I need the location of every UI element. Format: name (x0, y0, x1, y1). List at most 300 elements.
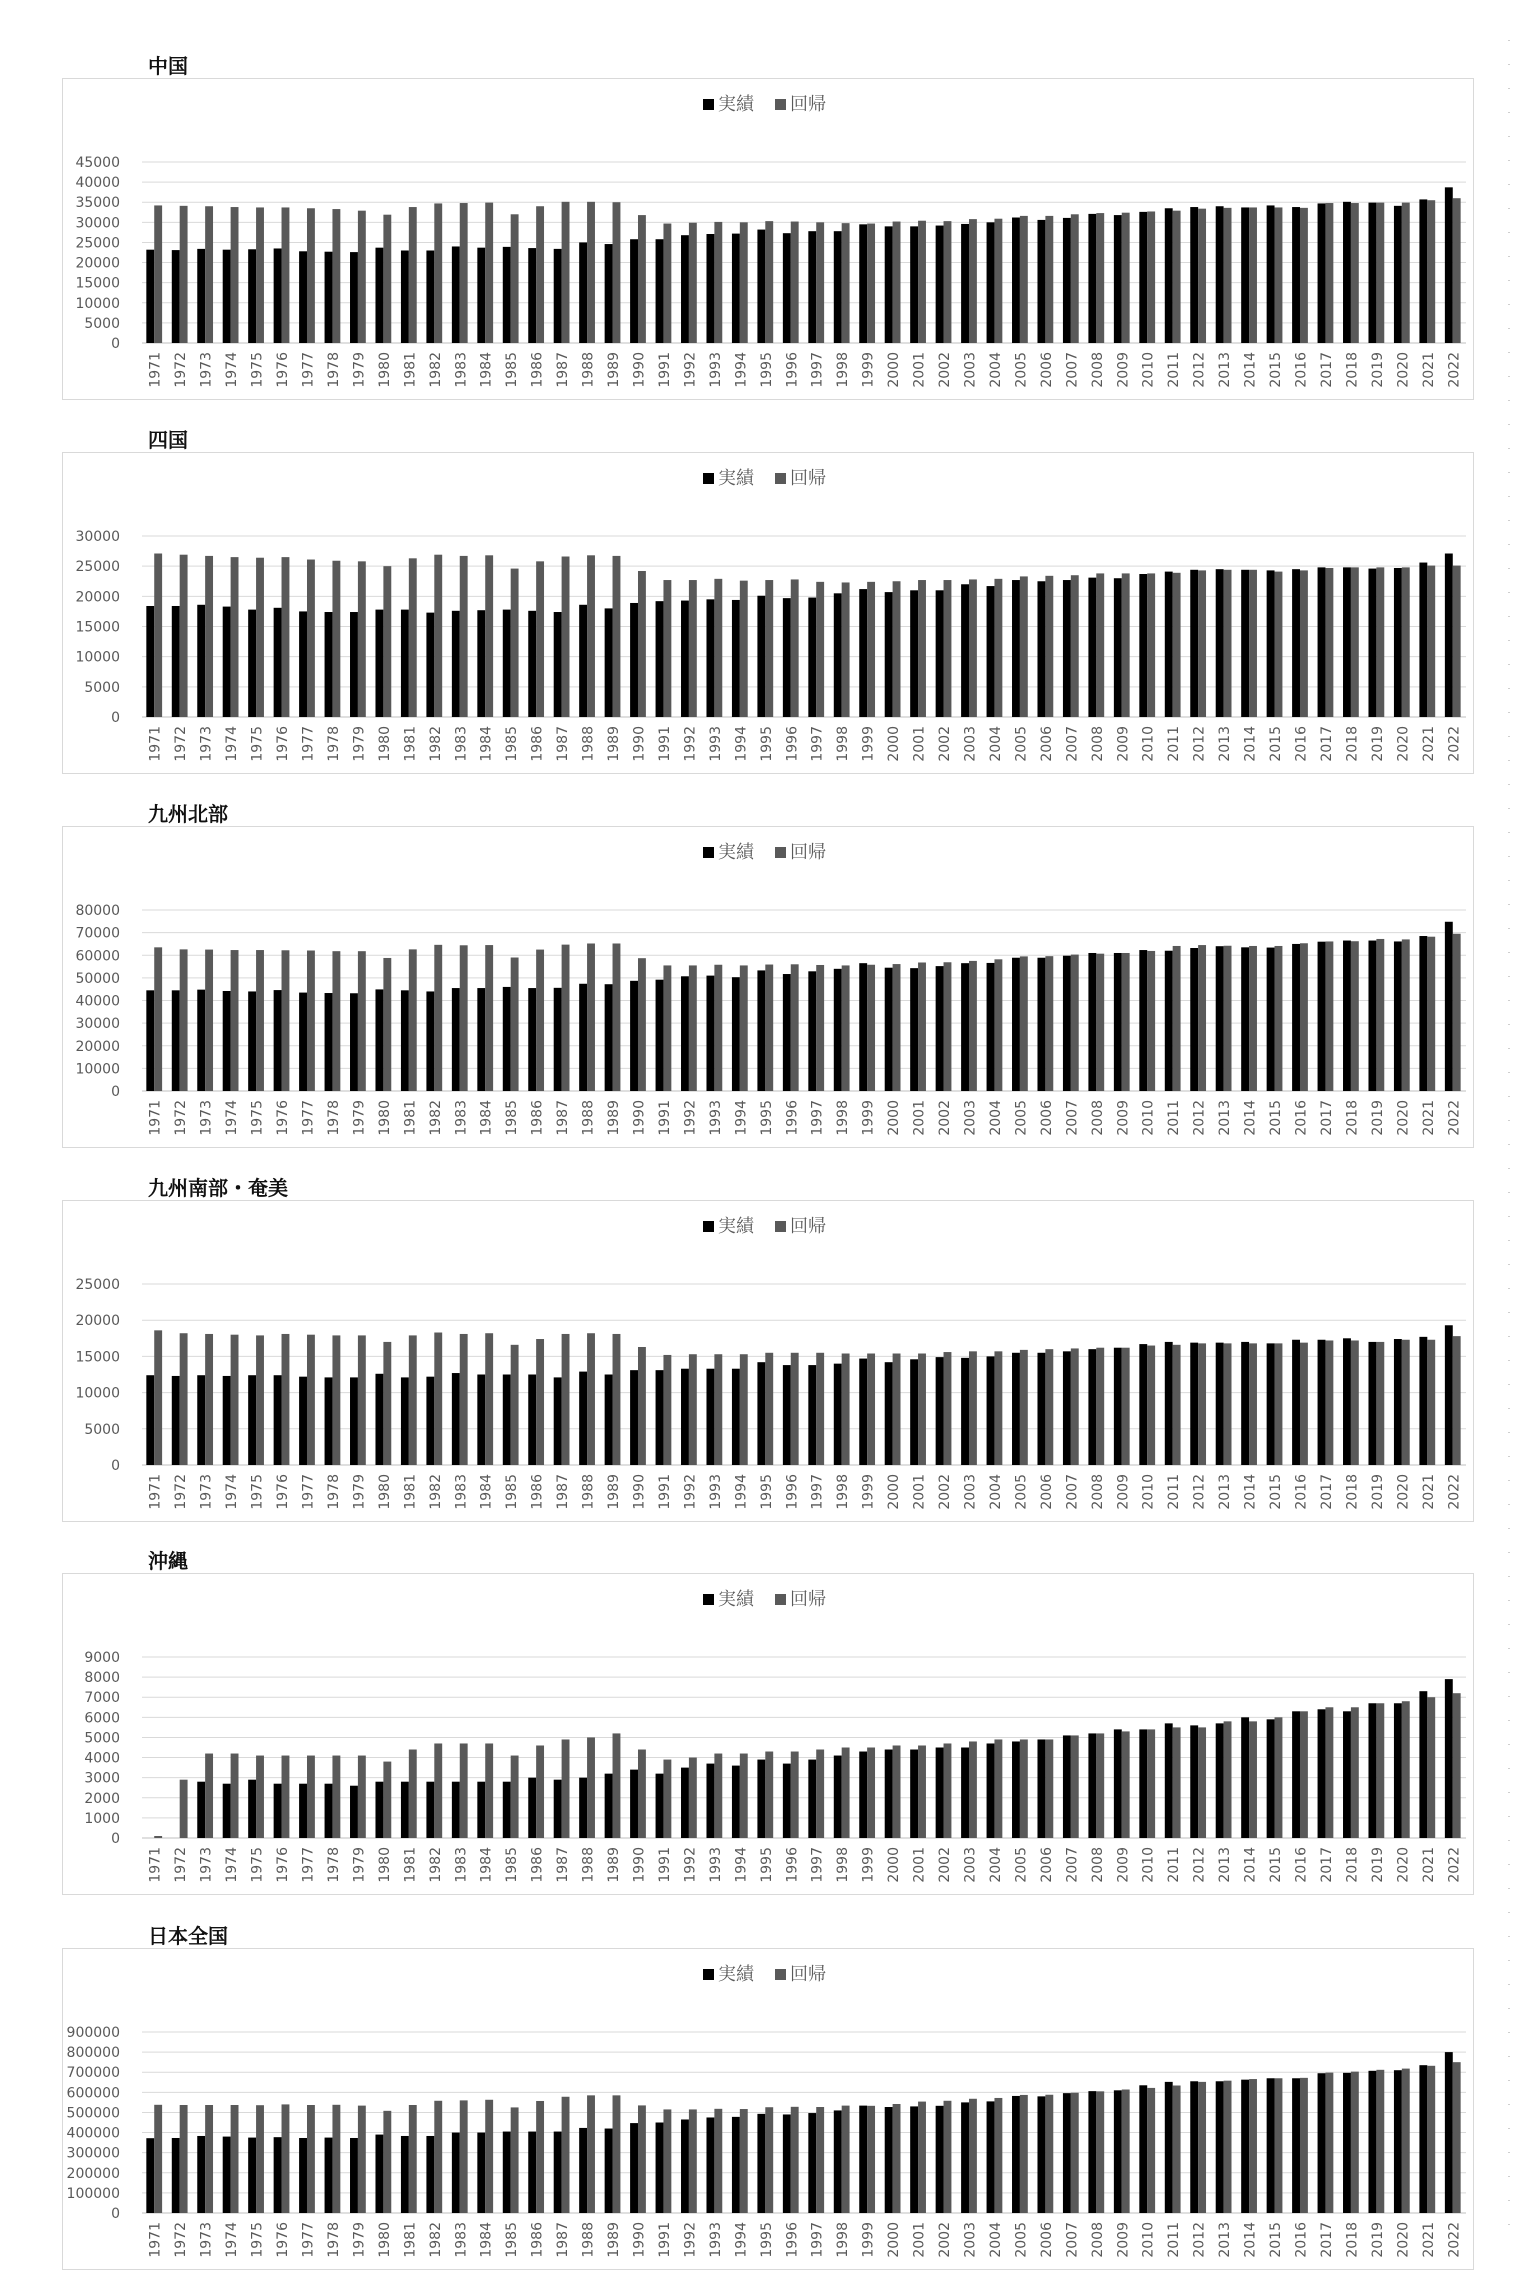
x-tick-label: 1981 (402, 1847, 419, 1883)
bar-regression (1198, 209, 1206, 343)
bar-regression (587, 943, 595, 1091)
x-tick-label: 2002 (937, 1100, 954, 1136)
bar-regression (1376, 1703, 1384, 1838)
x-tick-label: 1971 (147, 1847, 164, 1883)
x-tick-label: 2008 (1089, 1847, 1106, 1883)
bar-regression (307, 1335, 315, 1465)
bar-regression (969, 1741, 977, 1838)
x-tick-label: 1979 (351, 1847, 368, 1883)
bar-regression (536, 2101, 544, 2213)
bar-actual (1292, 207, 1300, 343)
bar-actual (1114, 953, 1122, 1091)
x-tick-label: 2022 (1446, 726, 1463, 762)
bar-actual (808, 1365, 816, 1465)
bar-actual (885, 1750, 893, 1838)
bar-regression (562, 1739, 570, 1838)
bar-actual (859, 589, 867, 717)
bar-regression (1376, 203, 1384, 343)
bar-regression (867, 965, 875, 1091)
bar-actual (146, 990, 154, 1091)
bar-regression (358, 2106, 366, 2213)
bar-actual (350, 612, 358, 717)
bar-actual (223, 991, 231, 1091)
x-tick-label: 2017 (1318, 726, 1335, 762)
bar-regression (409, 2105, 417, 2213)
x-tick-label: 1977 (300, 1474, 317, 1510)
x-tick-label: 1985 (504, 2222, 521, 2258)
bar-regression (1173, 1727, 1181, 1838)
x-tick-label: 1973 (198, 1474, 215, 1510)
bar-regression (180, 1333, 188, 1465)
x-tick-label: 1993 (707, 726, 724, 762)
x-tick-label: 2013 (1217, 726, 1234, 762)
bar-actual (656, 1774, 664, 1838)
y-tick-label: 50000 (75, 970, 120, 987)
bar-actual (579, 984, 587, 1091)
bar-actual (757, 1760, 765, 1838)
bar-regression (1147, 1729, 1155, 1838)
x-tick-label: 1972 (173, 1474, 190, 1510)
x-tick-label: 1991 (656, 1847, 673, 1883)
bar-actual (579, 605, 587, 717)
x-tick-label: 2006 (1038, 1847, 1055, 1883)
x-tick-label: 1984 (478, 1100, 495, 1136)
bar-regression (536, 561, 544, 717)
bar-actual (223, 250, 231, 343)
x-tick-label: 1993 (707, 1847, 724, 1883)
bar-actual (1445, 554, 1453, 718)
x-tick-label: 2011 (1166, 2222, 1183, 2258)
bar-regression (613, 556, 621, 717)
bar-actual (401, 1782, 409, 1838)
bar-regression (994, 2098, 1002, 2213)
x-tick-label: 1981 (402, 726, 419, 762)
bar-regression (256, 950, 264, 1091)
bar-regression (536, 206, 544, 343)
legend-swatch-regression (775, 1221, 786, 1232)
bar-regression (663, 2109, 671, 2213)
bar-actual (987, 222, 995, 343)
bar-actual (605, 608, 613, 717)
bar-actual (1368, 1342, 1376, 1465)
bar-actual (936, 226, 944, 343)
bar-actual (554, 2132, 562, 2213)
bar-actual (961, 584, 969, 717)
bar-actual (1445, 1679, 1453, 1838)
x-tick-label: 1978 (325, 2222, 342, 2258)
bar-actual (146, 2138, 154, 2213)
bar-regression (1402, 2069, 1410, 2213)
bar-regression (1376, 939, 1384, 1091)
bar-actual (477, 988, 485, 1091)
bar-actual (1318, 203, 1326, 343)
y-tick-label: 20000 (75, 255, 120, 272)
bar-actual (350, 1786, 358, 1838)
bar-actual (1216, 946, 1224, 1091)
bar-actual (1241, 1717, 1249, 1838)
x-tick-label: 2016 (1293, 1100, 1310, 1136)
bar-actual (1419, 936, 1427, 1091)
y-tick-label: 7000 (84, 1690, 120, 1707)
bar-regression (1453, 566, 1461, 717)
bar-actual (503, 2132, 511, 2213)
x-tick-label: 2009 (1115, 352, 1132, 388)
x-tick-label: 2018 (1344, 1100, 1361, 1136)
bar-regression (816, 222, 824, 343)
bar-actual (375, 989, 383, 1091)
bar-actual (146, 250, 154, 343)
x-tick-label: 2011 (1166, 352, 1183, 388)
bar-actual (1063, 1351, 1071, 1465)
bar-actual (1190, 1725, 1198, 1838)
bar-actual (1343, 2073, 1351, 2213)
bar-actual (834, 1364, 842, 1465)
x-tick-label: 1983 (453, 726, 470, 762)
bar-regression (1275, 1343, 1283, 1465)
x-tick-label: 1975 (249, 352, 266, 388)
bar-regression (714, 579, 722, 717)
bar-actual (1012, 218, 1020, 343)
x-tick-label: 2004 (987, 726, 1004, 762)
x-tick-label: 2014 (1242, 1847, 1259, 1883)
bar-regression (154, 554, 162, 718)
bar-actual (554, 988, 562, 1091)
bar-actual (783, 598, 791, 717)
y-tick-label: 100000 (66, 2185, 120, 2202)
bar-regression (1325, 203, 1333, 343)
legend-label-regression: 回帰 (790, 1589, 826, 1610)
bar-actual (1445, 187, 1453, 343)
chart-svg (63, 827, 1475, 1149)
bar-actual (554, 1377, 562, 1465)
bar-regression (1300, 2078, 1308, 2213)
x-tick-label: 1989 (606, 2222, 623, 2258)
y-tick-label: 600000 (66, 2085, 120, 2102)
bar-actual (1394, 206, 1402, 343)
x-tick-label: 1993 (707, 2222, 724, 2258)
x-tick-label: 2002 (937, 2222, 954, 2258)
bar-regression (1224, 208, 1232, 343)
x-tick-label: 2022 (1446, 352, 1463, 388)
bar-actual (1343, 941, 1351, 1091)
x-tick-label: 1973 (198, 726, 215, 762)
bar-actual (732, 2117, 740, 2213)
bar-actual (630, 2123, 638, 2213)
bar-regression (1020, 216, 1028, 343)
y-tick-label: 25000 (75, 235, 120, 252)
y-tick-label: 500000 (66, 2105, 120, 2122)
bar-regression (485, 945, 493, 1091)
x-tick-label: 2018 (1344, 352, 1361, 388)
x-tick-label: 2021 (1420, 2222, 1437, 2258)
x-tick-label: 1982 (427, 2222, 444, 2258)
x-tick-label: 1994 (733, 2222, 750, 2258)
x-tick-label: 2005 (1013, 726, 1030, 762)
bar-regression (256, 2105, 264, 2213)
bar-actual (1419, 563, 1427, 717)
bar-actual (1267, 1719, 1275, 1838)
bar-actual (528, 1375, 536, 1466)
bar-actual (452, 1373, 460, 1465)
x-tick-label: 1971 (147, 1474, 164, 1510)
bar-regression (1402, 1701, 1410, 1838)
bar-regression (1275, 946, 1283, 1091)
bar-regression (613, 2095, 621, 2213)
y-tick-label: 0 (111, 2206, 120, 2222)
x-tick-label: 1986 (529, 351, 546, 388)
x-tick-label: 2003 (962, 726, 979, 762)
bar-regression (256, 1335, 264, 1465)
x-tick-label: 1998 (835, 1474, 852, 1510)
legend-label-regression: 回帰 (790, 94, 826, 115)
x-tick-label: 2020 (1395, 352, 1412, 388)
y-tick-label: 900000 (66, 2025, 120, 2041)
bar-actual (477, 1375, 485, 1466)
bar-actual (452, 2133, 460, 2213)
x-tick-label: 1971 (147, 1100, 164, 1136)
bar-regression (714, 2109, 722, 2213)
bar-actual (910, 1750, 918, 1838)
bar-actual (375, 1374, 383, 1465)
x-tick-label: 1989 (606, 726, 623, 762)
x-tick-label: 2013 (1217, 1100, 1234, 1136)
x-tick-label: 2002 (937, 1847, 954, 1883)
bar-actual (325, 612, 333, 717)
bar-regression (205, 556, 213, 717)
bar-regression (1351, 941, 1359, 1091)
bar-actual (1343, 567, 1351, 717)
x-tick-label: 1974 (224, 2222, 241, 2258)
bar-actual (274, 2137, 282, 2213)
y-tick-label: 60000 (75, 948, 120, 965)
bar-regression (893, 1745, 901, 1838)
bar-actual (1012, 580, 1020, 717)
bar-regression (205, 1334, 213, 1465)
x-tick-label: 2012 (1191, 726, 1208, 762)
bar-regression (154, 947, 162, 1091)
bar-regression (460, 1334, 468, 1465)
x-tick-label: 2019 (1369, 2222, 1386, 2258)
x-tick-label: 1978 (325, 352, 342, 388)
bar-regression (765, 1752, 773, 1838)
bar-actual (1394, 568, 1402, 717)
x-tick-label: 1973 (198, 1847, 215, 1883)
bar-regression (994, 219, 1002, 343)
bar-regression (460, 945, 468, 1091)
x-tick-label: 1989 (606, 352, 623, 388)
bar-actual (299, 2138, 307, 2213)
bar-actual (808, 1760, 816, 1838)
bar-actual (605, 1375, 613, 1466)
bar-actual (834, 231, 842, 343)
bar-regression (562, 1334, 570, 1465)
bar-actual (987, 2101, 995, 2213)
y-tick-label: 20000 (75, 1038, 120, 1055)
x-tick-label: 2007 (1064, 1847, 1081, 1883)
bar-regression (1020, 1350, 1028, 1465)
bar-actual (630, 1770, 638, 1838)
x-tick-label: 1973 (198, 1100, 215, 1136)
bar-actual (1139, 1344, 1147, 1465)
bar-actual (706, 1369, 714, 1465)
x-tick-label: 1977 (300, 352, 317, 388)
x-tick-label: 2003 (962, 2222, 979, 2258)
x-tick-label: 1990 (631, 2222, 648, 2258)
x-tick-label: 2011 (1166, 1100, 1183, 1136)
bar-regression (1351, 203, 1359, 343)
x-tick-label: 1975 (249, 2222, 266, 2258)
bar-regression (1427, 1340, 1435, 1465)
x-tick-label: 1982 (427, 1847, 444, 1883)
chart-panel (62, 452, 1474, 774)
bar-regression (205, 2105, 213, 2213)
y-tick-label: 5000 (84, 315, 120, 332)
bar-regression (383, 958, 391, 1091)
bar-regression (969, 579, 977, 717)
x-tick-label: 1989 (606, 1847, 623, 1883)
bar-actual (1190, 570, 1198, 717)
bar-actual (936, 966, 944, 1091)
x-tick-label: 2019 (1369, 1847, 1386, 1883)
bar-actual (808, 231, 816, 343)
bar-actual (1088, 214, 1096, 343)
x-tick-label: 1998 (835, 352, 852, 388)
bar-regression (1249, 2079, 1257, 2213)
bar-regression (1275, 572, 1283, 717)
x-tick-label: 2005 (1013, 1474, 1030, 1510)
x-tick-label: 2001 (911, 1100, 928, 1136)
x-tick-label: 1983 (453, 1474, 470, 1510)
bar-regression (842, 1354, 850, 1466)
y-tick-label: 25000 (75, 1277, 120, 1293)
bar-regression (816, 2107, 824, 2213)
x-tick-label: 2012 (1191, 1474, 1208, 1510)
bar-regression (791, 579, 799, 717)
bar-regression (1045, 1349, 1053, 1465)
bar-actual (1063, 1735, 1071, 1838)
bar-actual (1368, 941, 1376, 1091)
bar-regression (1122, 573, 1130, 717)
legend-swatch-regression (775, 1969, 786, 1980)
x-tick-label: 1987 (555, 2222, 572, 2258)
x-tick-label: 1995 (758, 726, 775, 762)
bar-actual (1139, 2085, 1147, 2213)
bar-actual (197, 2136, 205, 2213)
bar-actual (1037, 1739, 1045, 1838)
x-tick-label: 2014 (1242, 726, 1259, 762)
bar-actual (1292, 1711, 1300, 1838)
bar-actual (274, 1375, 282, 1465)
bar-regression (638, 571, 646, 717)
bar-actual (885, 592, 893, 717)
x-tick-label: 1985 (504, 1847, 521, 1883)
x-tick-label: 1998 (835, 1100, 852, 1136)
chart-title: 四国 (148, 428, 188, 452)
x-tick-label: 2020 (1395, 1100, 1412, 1136)
x-tick-label: 1987 (555, 1474, 572, 1510)
bar-actual (1165, 572, 1173, 717)
bar-actual (885, 2107, 893, 2213)
x-tick-label: 2015 (1268, 726, 1285, 762)
x-tick-label: 1990 (631, 1100, 648, 1136)
chart-title: 九州北部 (148, 802, 228, 826)
bar-actual (172, 1376, 180, 1465)
bar-regression (638, 2105, 646, 2213)
bar-actual (706, 234, 714, 343)
x-tick-label: 1993 (707, 1100, 724, 1136)
bar-regression (740, 1354, 748, 1465)
bar-regression (1096, 1348, 1104, 1465)
x-tick-label: 1996 (784, 2222, 801, 2258)
x-tick-label: 1973 (198, 352, 215, 388)
x-tick-label: 1986 (529, 726, 546, 762)
bar-actual (248, 2138, 256, 2213)
x-tick-label: 2002 (937, 352, 954, 388)
x-tick-label: 2020 (1395, 1847, 1412, 1883)
bar-regression (282, 950, 290, 1091)
bar-actual (987, 1356, 995, 1465)
bar-regression (282, 2104, 290, 2213)
bar-actual (783, 1365, 791, 1465)
bar-actual (987, 963, 995, 1091)
bar-actual (503, 987, 511, 1091)
chart-legend (703, 1216, 826, 1237)
bar-regression (791, 1353, 799, 1465)
x-tick-label: 2015 (1268, 2222, 1285, 2258)
bar-regression (358, 561, 366, 717)
bar-regression (383, 215, 391, 343)
bar-actual (1292, 944, 1300, 1091)
bar-actual (299, 1377, 307, 1465)
x-tick-label: 1992 (682, 352, 699, 388)
bar-actual (299, 251, 307, 343)
x-tick-label: 2001 (911, 726, 928, 762)
x-tick-label: 2022 (1446, 1474, 1463, 1510)
x-tick-label: 1990 (631, 726, 648, 762)
bar-actual (783, 233, 791, 343)
bar-actual (197, 990, 205, 1091)
x-tick-label: 1994 (733, 1474, 750, 1510)
chart-legend (703, 468, 826, 489)
x-tick-label: 2017 (1318, 352, 1335, 388)
bar-actual (554, 1780, 562, 1838)
bar-actual (528, 248, 536, 343)
bar-regression (434, 1333, 442, 1465)
bar-actual (274, 1784, 282, 1838)
bar-actual (1394, 941, 1402, 1091)
x-tick-label: 1997 (809, 1474, 826, 1510)
x-tick-label: 1986 (529, 2222, 546, 2258)
x-tick-label: 1996 (784, 726, 801, 762)
y-tick-label: 45000 (75, 155, 120, 171)
y-tick-label: 0 (111, 710, 120, 726)
x-tick-label: 2016 (1293, 1474, 1310, 1510)
bar-actual (630, 981, 638, 1091)
bar-regression (1173, 2086, 1181, 2214)
chart-legend (703, 1964, 826, 1985)
x-tick-label: 1995 (758, 1100, 775, 1136)
bar-actual (554, 249, 562, 343)
bar-regression (613, 943, 621, 1091)
bar-regression (740, 222, 748, 343)
x-tick-label: 1991 (656, 1100, 673, 1136)
bar-regression (1427, 200, 1435, 343)
bar-regression (587, 1737, 595, 1838)
bar-regression (638, 215, 646, 343)
x-tick-label: 1992 (682, 1100, 699, 1136)
legend-swatch-regression (775, 99, 786, 110)
bar-actual (172, 250, 180, 343)
